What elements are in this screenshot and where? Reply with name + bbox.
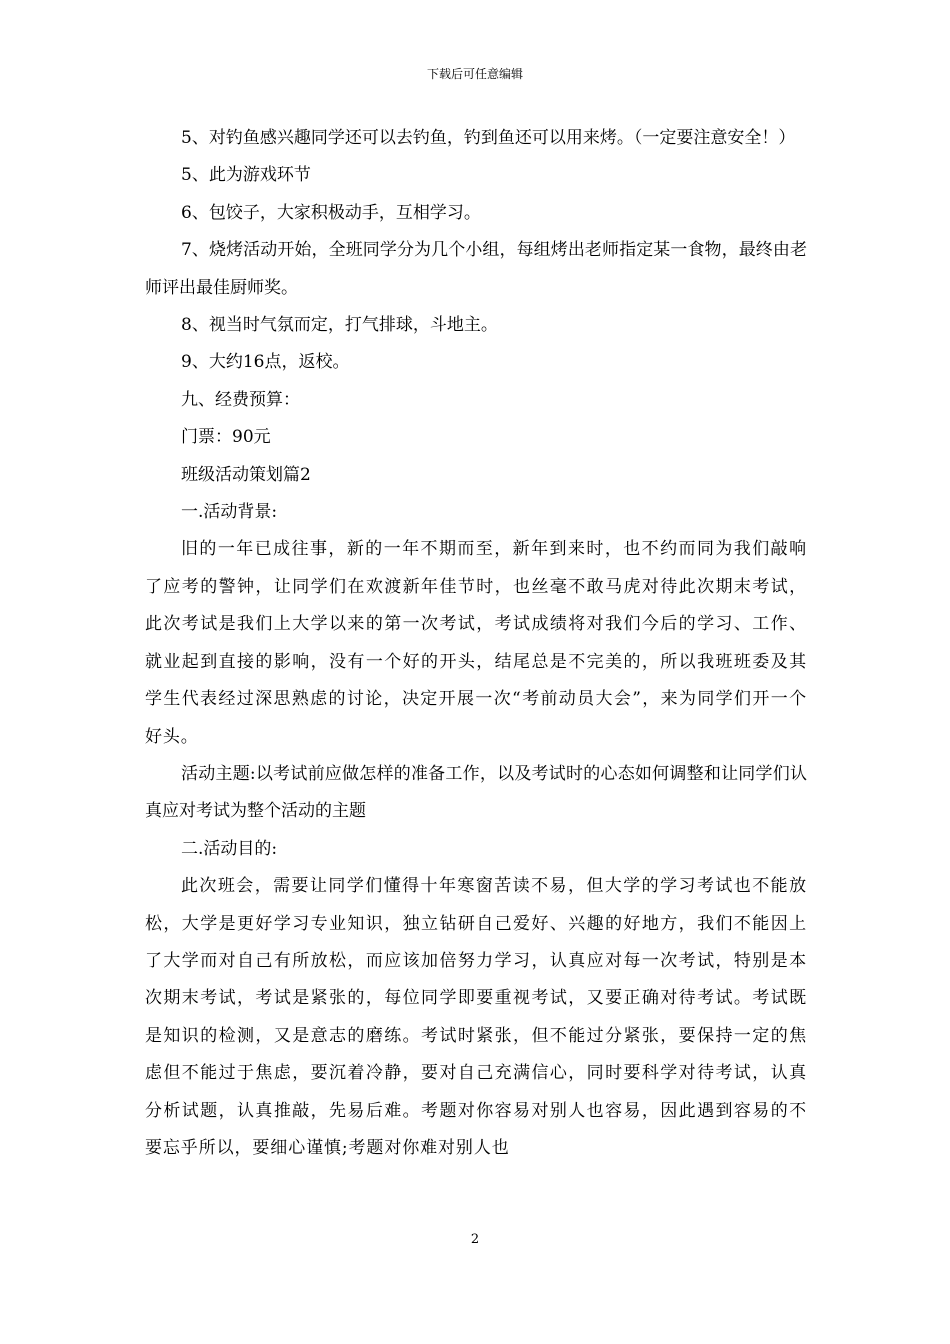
section-heading-purpose: 二.活动目的: bbox=[181, 838, 278, 859]
paragraph-barbecue: 7、烧烤活动开始，全班同学分为几个小组，每组烤出老师指定某一食物，最终由老师评出最佳厨师奖。 bbox=[145, 240, 807, 298]
paragraph-fishing: 5、对钓鱼感兴趣同学还可以去钓鱼，钓到鱼还可以用来烤。（一定要注意安全！） bbox=[181, 128, 796, 148]
paragraph-purpose: 此次班会，需要让同学们懂得十年寒窗苦读不易，但大学的学习考试也不能放松，大学是更好学习专业知识，独立钻研自己爱好、兴趣的好地方，我们不能因上了大学而对自己有所放松，而应该加倍努力学习，认真应对每一次考试，特别是本次期末考试，考试是紧张的，每位同学即要重视考试，又要正确对待考试。考试既是知识的检测，又是意志的磨练。考试时紧张，但不能过分紧张，要保持一定的焦虑但不能过于焦虑，要沉着冷静，要对自己充满信心，同时要科学对待考试，认真分析试题，认真推敲，先易后难。考题对你容易对别人也容易，因此遇到容易的不要忘乎所以，要细心谨慎;考题对你难对别人也 bbox=[145, 876, 807, 1158]
paragraph-dumplings: 6、包饺子，大家积极动手，互相学习。 bbox=[181, 202, 481, 223]
paragraph-theme: 活动主题:以考试前应做怎样的准备工作，以及考试时的心态如何调整和让同学们认真应对考试为整个活动的主题 bbox=[145, 763, 807, 822]
section-heading-budget: 九、经费预算： bbox=[181, 389, 300, 410]
section-heading-background: 一.活动背景: bbox=[181, 502, 278, 523]
page-number: 2 bbox=[470, 1232, 480, 1247]
document-body bbox=[145, 120, 807, 1167]
paragraph-game: 5、此为游戏环节 bbox=[181, 165, 311, 186]
paragraph-volleyball: 8、视当时气氛而定，打气排球，斗地主。 bbox=[181, 315, 498, 336]
paragraph-return: 9、大约16点，返校。 bbox=[181, 352, 350, 373]
paragraph-ticket: 门票：90元 bbox=[181, 427, 271, 448]
paragraph-background: 旧的一年已成往事，新的一年不期而至，新年到来时，也不约而同为我们敲响了应考的警钟，让同学们在欢渡新年佳节时，也丝毫不敢马虎对待此次期末考试，此次考试是我们上大学以来的第一次考试，考试成绩将对我们今后的学习、工作、就业起到直接的影响，没有一个好的开头，结尾总是不完美的，所以我班班委及其学生代表经过深思熟虑的讨论，决定开展一次“考前动员大会”，来为同学们开一个好头。 bbox=[145, 539, 807, 747]
page-header: 下载后可任意编辑 bbox=[426, 67, 523, 81]
article-title: 班级活动策划篇2 bbox=[181, 464, 311, 485]
